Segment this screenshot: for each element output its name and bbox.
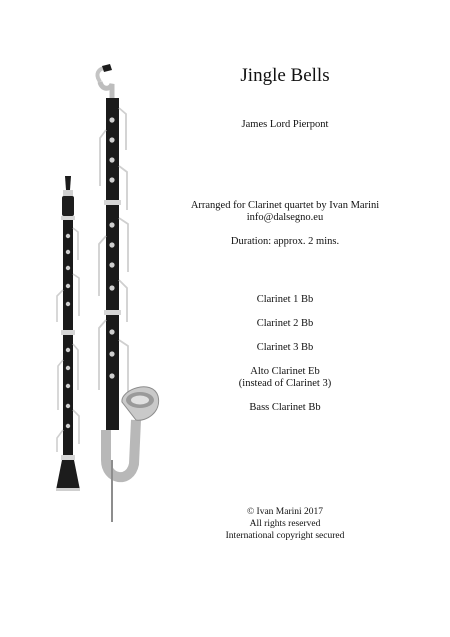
part-item: Clarinet 1 Bb: [256, 294, 314, 305]
composer: James Lord Pierpont: [241, 119, 329, 130]
part-item-note: (instead of Clarinet 3): [238, 378, 332, 389]
bass-clarinet-icon: [97, 64, 158, 522]
soprano-clarinet-icon: [56, 176, 80, 491]
part-item: Alto Clarinet Eb: [250, 366, 320, 377]
title: Jingle Bells: [240, 65, 330, 86]
part-item: Clarinet 3 Bb: [256, 342, 314, 353]
contact-email: info@dalsegno.eu: [246, 212, 324, 223]
arranger-line: Arranged for Clarinet quartet by Ivan Marini: [190, 200, 380, 211]
part-item: Bass Clarinet Bb: [249, 402, 321, 413]
rights-line: All rights reserved: [249, 519, 321, 529]
copyright-line: © Ivan Marini 2017: [246, 507, 324, 517]
clarinets-illustration: [40, 60, 175, 530]
international-copyright-line: International copyright secured: [225, 531, 345, 541]
duration: Duration: approx. 2 mins.: [230, 236, 340, 247]
part-item: Clarinet 2 Bb: [256, 318, 314, 329]
